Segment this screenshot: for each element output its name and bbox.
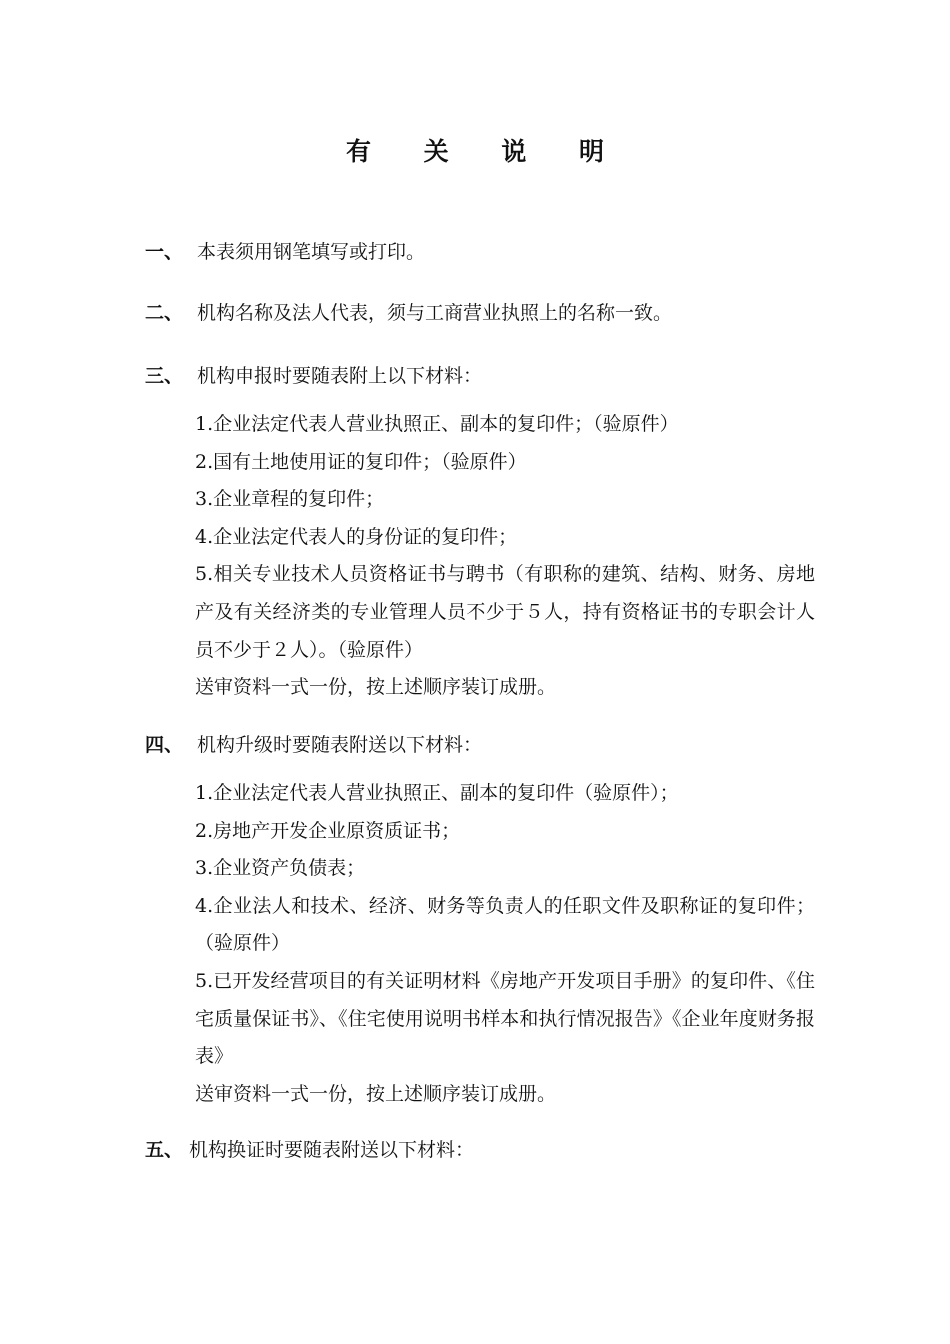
list-item: 2.房地产开发企业原资质证书； [195, 819, 461, 842]
section-number: 五、 [145, 1139, 184, 1161]
section-text: 机构升级时要随表附送以下材料： [197, 734, 483, 756]
section-four-list [195, 775, 815, 1113]
list-item: 5.相关专业技术人员资格证书与聘书（有职称的建筑、结构、财务、房地产及有关经济类的专业管理人员不少于５人，持有资格证书的专职会计人员不少于２人）。（验原件） [195, 563, 815, 661]
list-item: 5.已开发经营项目的有关证明材料《房地产开发项目手册》的复印件、《住宅质量保证书》、《住宅使用说明书样本和执行情况报告》《企业年度财务报表》 [195, 969, 815, 1068]
list-item: 送审资料一式一份，按上述顺序装订成册。 [195, 676, 557, 699]
page-title: 有 关 说 明 [345, 137, 627, 166]
section-number: 一、 [145, 241, 184, 263]
section-two [145, 298, 825, 328]
list-item: 4.企业法人和技术、经济、财务等负责人的任职文件及职称证的复印件；（验原件） [195, 894, 815, 955]
section-number: 三、 [145, 365, 184, 387]
list-item: 送审资料一式一份，按上述顺序装订成册。 [195, 1082, 557, 1105]
list-item: 1.企业法定代表人营业执照正、副本的复印件（验原件）； [195, 782, 679, 804]
section-three [145, 361, 825, 391]
section-text: 机构名称及法人代表，须与工商营业执照上的名称一致。 [197, 302, 673, 324]
section-number: 二、 [145, 302, 184, 324]
section-text: 机构申报时要随表附上以下材料： [197, 365, 483, 387]
section-number: 四、 [145, 734, 184, 756]
list-item: 3.企业章程的复印件； [195, 488, 385, 511]
section-text: 本表须用钢笔填写或打印。 [197, 241, 426, 263]
list-item: 1.企业法定代表人营业执照正、副本的复印件；（验原件） [195, 413, 679, 435]
section-one [145, 237, 825, 267]
list-item: 4.企业法定代表人的身份证的复印件； [195, 525, 518, 548]
section-five [145, 1135, 825, 1165]
section-text: 机构换证时要随表附送以下材料： [189, 1139, 475, 1161]
list-item: 2.国有土地使用证的复印件；（验原件） [195, 450, 527, 473]
list-item: 3.企业资产负债表； [195, 857, 366, 880]
section-three-list [195, 406, 815, 707]
section-four [145, 730, 825, 760]
